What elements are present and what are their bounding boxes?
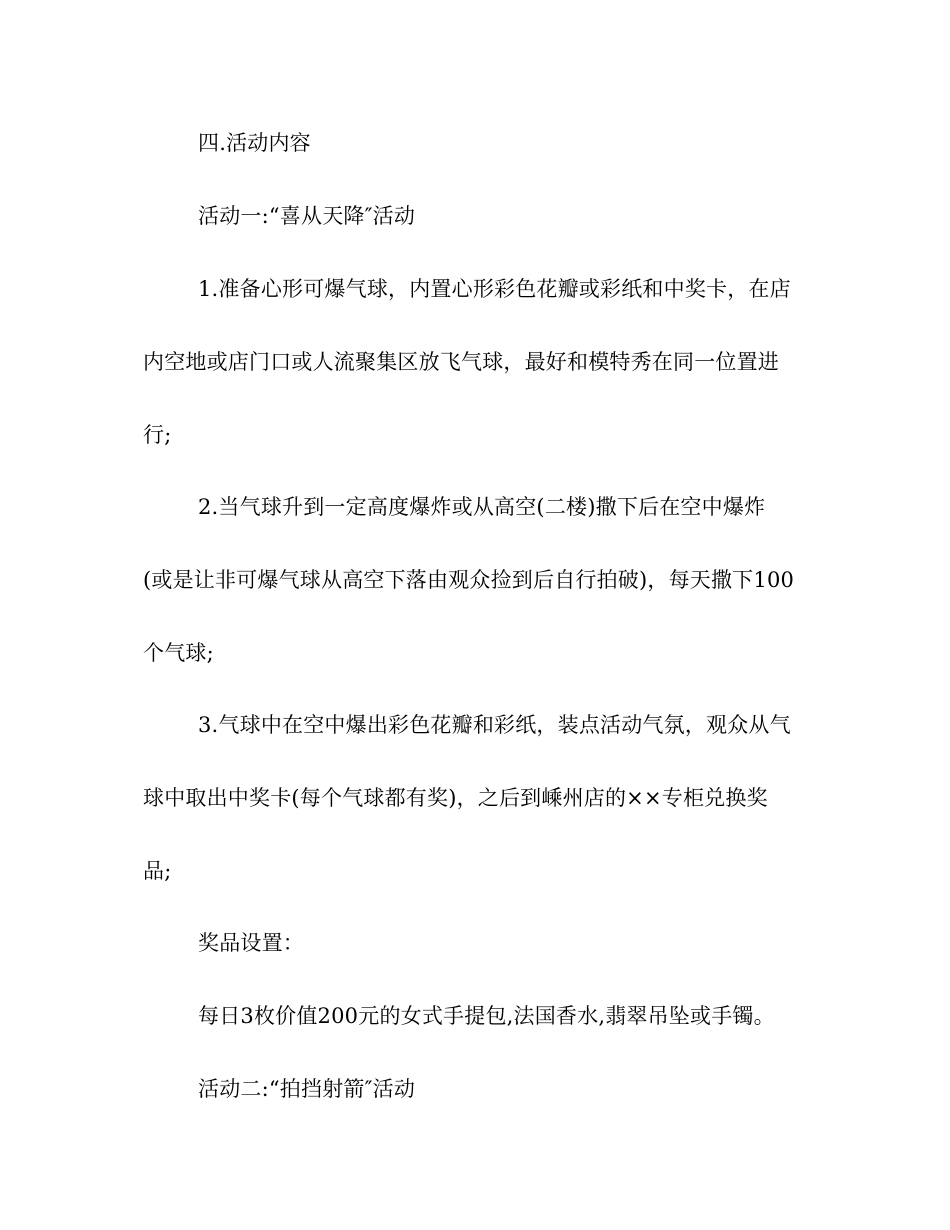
paragraph-line: 品;	[143, 859, 172, 883]
activity-two-title: 活动二:“拍挡射箭″活动	[198, 1077, 416, 1101]
paragraph-line: 3.气球中在空中爆出彩色花瓣和彩纸，装点活动气氛，观众从气	[198, 713, 791, 737]
paragraph-line: (或是让非可爆气球从高空下落由观众捡到后自行拍破)，每天撒下100	[143, 568, 795, 592]
paragraph-line: 行;	[143, 423, 172, 447]
prize-heading: 奖品设置：	[198, 931, 304, 955]
paragraph-line: 个气球;	[143, 641, 214, 665]
paragraph-line: 球中取出中奖卡(每个气球都有奖)，之后到嵊州店的××专柜兑换奖	[143, 786, 768, 810]
paragraph-line: 1.准备心形可爆气球，内置心形彩色花瓣或彩纸和中奖卡，在店	[198, 277, 791, 301]
paragraph-line: 内空地或店门口或人流聚集区放飞气球，最好和模特秀在同一位置进	[143, 350, 779, 374]
section-heading: 四.活动内容	[198, 131, 311, 155]
paragraph-line: 2.当气球升到一定高度爆炸或从高空(二楼)撒下后在空中爆炸	[198, 495, 766, 519]
activity-one-title: 活动一:“喜从天降″活动	[198, 204, 416, 228]
prize-description: 每日3枚价值200元的女式手提包,法国香水,翡翠吊坠或手镯。	[198, 1004, 775, 1028]
